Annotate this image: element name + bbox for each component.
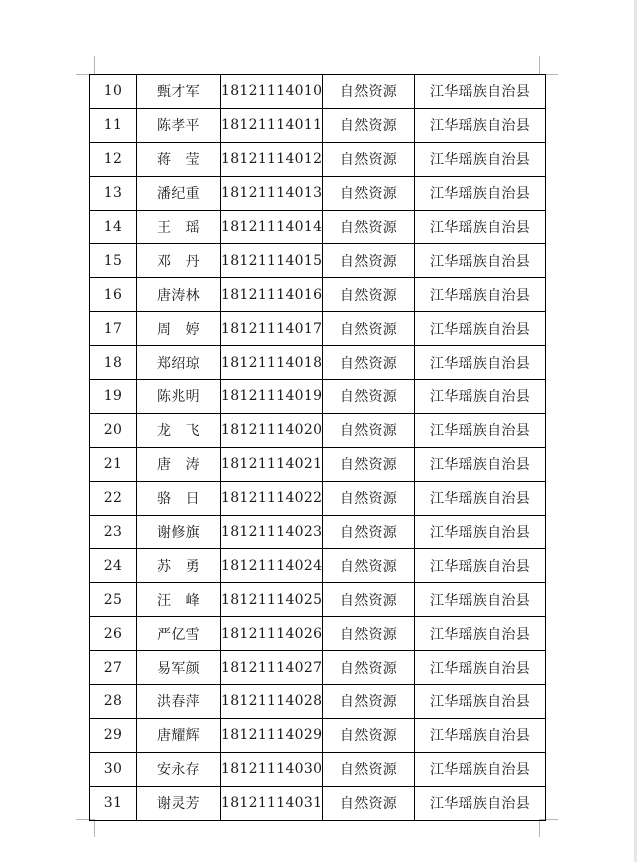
table-row bbox=[90, 752, 546, 786]
cell-region: 江华瑶族自治县 bbox=[415, 786, 546, 820]
table-row bbox=[90, 210, 546, 244]
cell-exam-id: 18121114026 bbox=[221, 617, 323, 651]
cell-number: 16 bbox=[90, 278, 137, 312]
cell-region: 江华瑶族自治县 bbox=[415, 752, 546, 786]
cell-region: 江华瑶族自治县 bbox=[415, 142, 546, 176]
cell-region: 江华瑶族自治县 bbox=[415, 718, 546, 752]
crop-mark-top-right-v bbox=[539, 56, 540, 74]
cell-number: 25 bbox=[90, 583, 137, 617]
crop-mark-bottom-left-v bbox=[94, 819, 95, 837]
cell-name: 唐涛林 bbox=[137, 278, 221, 312]
cell-subject: 自然资源 bbox=[323, 583, 415, 617]
cell-exam-id: 18121114022 bbox=[221, 481, 323, 515]
cell-region: 江华瑶族自治县 bbox=[415, 278, 546, 312]
cell-name: 郑绍琼 bbox=[137, 346, 221, 380]
cell-region: 江华瑶族自治县 bbox=[415, 549, 546, 583]
cell-region: 江华瑶族自治县 bbox=[415, 413, 546, 447]
crop-mark-bottom-right-v bbox=[539, 819, 540, 837]
cell-subject: 自然资源 bbox=[323, 617, 415, 651]
cell-name: 严亿雪 bbox=[137, 617, 221, 651]
cell-region: 江华瑶族自治县 bbox=[415, 481, 546, 515]
cell-number: 15 bbox=[90, 244, 137, 278]
cell-name: 汪 峰 bbox=[137, 583, 221, 617]
cell-number: 20 bbox=[90, 413, 137, 447]
cell-exam-id: 18121114024 bbox=[221, 549, 323, 583]
cell-name: 甄才军 bbox=[137, 75, 221, 109]
cell-region: 江华瑶族自治县 bbox=[415, 210, 546, 244]
cell-name: 唐耀辉 bbox=[137, 718, 221, 752]
cell-name: 陈兆明 bbox=[137, 380, 221, 414]
cell-number: 30 bbox=[90, 752, 137, 786]
cell-exam-id: 18121114018 bbox=[221, 346, 323, 380]
cell-exam-id: 18121114025 bbox=[221, 583, 323, 617]
cell-region: 江华瑶族自治县 bbox=[415, 447, 546, 481]
cell-exam-id: 18121114031 bbox=[221, 786, 323, 820]
cell-exam-id: 18121114020 bbox=[221, 413, 323, 447]
table-row bbox=[90, 515, 546, 549]
cell-subject: 自然资源 bbox=[323, 142, 415, 176]
table-row bbox=[90, 278, 546, 312]
cell-name: 潘纪重 bbox=[137, 176, 221, 210]
cell-name: 蒋 莹 bbox=[137, 142, 221, 176]
cell-region: 江华瑶族自治县 bbox=[415, 108, 546, 142]
cell-subject: 自然资源 bbox=[323, 447, 415, 481]
cell-name: 谢修旗 bbox=[137, 515, 221, 549]
cell-number: 13 bbox=[90, 176, 137, 210]
cell-name: 王 瑶 bbox=[137, 210, 221, 244]
cell-exam-id: 18121114030 bbox=[221, 752, 323, 786]
cell-region: 江华瑶族自治县 bbox=[415, 515, 546, 549]
cell-exam-id: 18121114015 bbox=[221, 244, 323, 278]
cell-name: 苏 勇 bbox=[137, 549, 221, 583]
cell-number: 11 bbox=[90, 108, 137, 142]
cell-number: 23 bbox=[90, 515, 137, 549]
cell-number: 21 bbox=[90, 447, 137, 481]
cell-subject: 自然资源 bbox=[323, 176, 415, 210]
cell-number: 14 bbox=[90, 210, 137, 244]
table-row bbox=[90, 244, 546, 278]
cell-region: 江华瑶族自治县 bbox=[415, 346, 546, 380]
cell-subject: 自然资源 bbox=[323, 210, 415, 244]
cell-subject: 自然资源 bbox=[323, 685, 415, 719]
table-row bbox=[90, 108, 546, 142]
table-row bbox=[90, 549, 546, 583]
cell-name: 骆 日 bbox=[137, 481, 221, 515]
roster-table bbox=[89, 74, 546, 821]
cell-subject: 自然资源 bbox=[323, 346, 415, 380]
cell-name: 易军颜 bbox=[137, 651, 221, 685]
cell-exam-id: 18121114010 bbox=[221, 75, 323, 109]
cell-number: 12 bbox=[90, 142, 137, 176]
cell-name: 谢灵芳 bbox=[137, 786, 221, 820]
table-row bbox=[90, 75, 546, 109]
table-row bbox=[90, 718, 546, 752]
cell-name: 唐 涛 bbox=[137, 447, 221, 481]
cell-name: 龙 飞 bbox=[137, 413, 221, 447]
crop-mark-top-left-v bbox=[94, 56, 95, 74]
cell-name: 邓 丹 bbox=[137, 244, 221, 278]
cell-exam-id: 18121114029 bbox=[221, 718, 323, 752]
cell-exam-id: 18121114019 bbox=[221, 380, 323, 414]
cell-number: 22 bbox=[90, 481, 137, 515]
cell-subject: 自然资源 bbox=[323, 244, 415, 278]
cell-number: 17 bbox=[90, 312, 137, 346]
cell-exam-id: 18121114016 bbox=[221, 278, 323, 312]
cell-exam-id: 18121114013 bbox=[221, 176, 323, 210]
table-row bbox=[90, 380, 546, 414]
cell-region: 江华瑶族自治县 bbox=[415, 617, 546, 651]
cell-region: 江华瑶族自治县 bbox=[415, 312, 546, 346]
cell-subject: 自然资源 bbox=[323, 549, 415, 583]
table-row bbox=[90, 413, 546, 447]
cell-exam-id: 18121114011 bbox=[221, 108, 323, 142]
table-row bbox=[90, 617, 546, 651]
table-row bbox=[90, 685, 546, 719]
cell-number: 10 bbox=[90, 75, 137, 109]
table-row bbox=[90, 142, 546, 176]
cell-region: 江华瑶族自治县 bbox=[415, 75, 546, 109]
cell-name: 周 婷 bbox=[137, 312, 221, 346]
cell-name: 安永存 bbox=[137, 752, 221, 786]
table-row bbox=[90, 481, 546, 515]
cell-exam-id: 18121114014 bbox=[221, 210, 323, 244]
cell-subject: 自然资源 bbox=[323, 108, 415, 142]
cell-number: 18 bbox=[90, 346, 137, 380]
cell-subject: 自然资源 bbox=[323, 380, 415, 414]
roster-body bbox=[90, 75, 546, 821]
cell-subject: 自然资源 bbox=[323, 718, 415, 752]
cell-number: 19 bbox=[90, 380, 137, 414]
cell-subject: 自然资源 bbox=[323, 312, 415, 346]
cell-subject: 自然资源 bbox=[323, 786, 415, 820]
cell-subject: 自然资源 bbox=[323, 752, 415, 786]
cell-number: 24 bbox=[90, 549, 137, 583]
table-row bbox=[90, 583, 546, 617]
cell-exam-id: 18121114027 bbox=[221, 651, 323, 685]
cell-number: 31 bbox=[90, 786, 137, 820]
cell-region: 江华瑶族自治县 bbox=[415, 244, 546, 278]
cell-subject: 自然资源 bbox=[323, 515, 415, 549]
cell-number: 29 bbox=[90, 718, 137, 752]
cell-region: 江华瑶族自治县 bbox=[415, 685, 546, 719]
cell-region: 江华瑶族自治县 bbox=[415, 176, 546, 210]
cell-region: 江华瑶族自治县 bbox=[415, 380, 546, 414]
cell-number: 26 bbox=[90, 617, 137, 651]
table-row bbox=[90, 346, 546, 380]
cell-subject: 自然资源 bbox=[323, 413, 415, 447]
cell-number: 27 bbox=[90, 651, 137, 685]
cell-exam-id: 18121114012 bbox=[221, 142, 323, 176]
cell-number: 28 bbox=[90, 685, 137, 719]
cell-subject: 自然资源 bbox=[323, 481, 415, 515]
cell-name: 洪春萍 bbox=[137, 685, 221, 719]
cell-region: 江华瑶族自治县 bbox=[415, 583, 546, 617]
cell-subject: 自然资源 bbox=[323, 651, 415, 685]
cell-region: 江华瑶族自治县 bbox=[415, 651, 546, 685]
cell-name: 陈孝平 bbox=[137, 108, 221, 142]
cell-exam-id: 18121114021 bbox=[221, 447, 323, 481]
cell-exam-id: 18121114023 bbox=[221, 515, 323, 549]
cell-exam-id: 18121114017 bbox=[221, 312, 323, 346]
table-row bbox=[90, 447, 546, 481]
cell-exam-id: 18121114028 bbox=[221, 685, 323, 719]
table-row bbox=[90, 176, 546, 210]
table-row bbox=[90, 651, 546, 685]
table-row bbox=[90, 786, 546, 820]
table-row bbox=[90, 312, 546, 346]
cell-subject: 自然资源 bbox=[323, 278, 415, 312]
cell-subject: 自然资源 bbox=[323, 75, 415, 109]
